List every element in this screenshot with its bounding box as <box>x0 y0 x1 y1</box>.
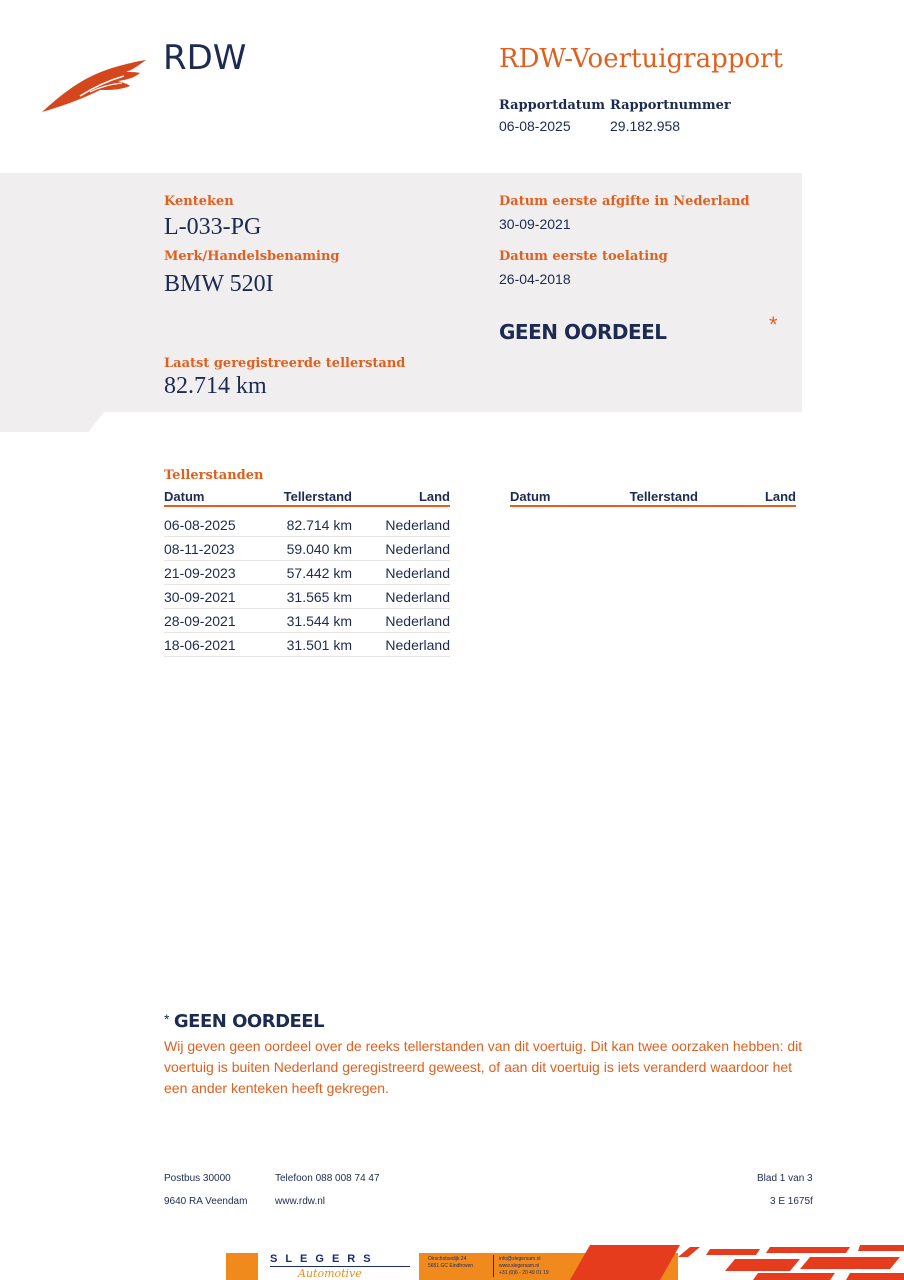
plate-label: Kenteken <box>164 194 234 209</box>
plate-value: L-033-PG <box>164 214 262 240</box>
table-row <box>164 561 450 585</box>
reading-country: Nederland <box>352 609 450 633</box>
reading-country: Nederland <box>352 513 450 537</box>
note-text: Wij geven geen oordeel over de reeks tellerstanden van dit voertuig. Dit kan twee oorzaken hebben: dit voertuig is buiten Nederland geregistreerd geweest, of aan dit voertuig is iets veranderd waardoor het een ander kenteken heeft gekregen. <box>164 1038 803 1096</box>
brand-label: Merk/Handelsbenaming <box>164 249 340 264</box>
banner-divider <box>493 1255 494 1277</box>
report-number-label: Rapportnummer <box>610 98 731 113</box>
reading-date: 08-11-2023 <box>164 537 262 561</box>
verdict: GEEN OORDEEL <box>499 320 667 344</box>
column-header-date: Datum <box>164 488 262 506</box>
banner-orange-block <box>226 1253 258 1280</box>
footer-phone: Telefoon 088 008 74 47 <box>275 1173 380 1184</box>
vehicle-summary-panel-tab <box>0 412 104 432</box>
first-issue-nl-label: Datum eerste afgifte in Nederland <box>499 194 750 209</box>
note-title: GEEN OORDEEL <box>173 1011 325 1032</box>
report-date: 06-08-2025 <box>499 118 571 134</box>
reading-country: Nederland <box>352 633 450 657</box>
reading-date: 18-06-2021 <box>164 633 262 657</box>
table-row <box>164 537 450 561</box>
banner-contact-line1: info@slegersam.nl <box>499 1256 541 1262</box>
footer-page-number: Blad 1 van 3 <box>757 1173 813 1184</box>
table-row <box>164 609 450 633</box>
reading-date: 30-09-2021 <box>164 585 262 609</box>
verdict-marker: * <box>769 312 778 337</box>
first-admission-label: Datum eerste toelating <box>499 249 668 264</box>
first-issue-nl-value: 30-09-2021 <box>499 216 571 232</box>
readings-title: Tellerstanden <box>164 468 264 483</box>
banner-address-line1: Oirschotsedijk 24 <box>428 1256 467 1262</box>
report-title: RDW-Voertuigrapport <box>499 44 783 74</box>
footer-website[interactable]: www.rdw.nl <box>275 1196 326 1207</box>
reading-value: 59.040 km <box>262 537 352 561</box>
report-date-label: Rapportdatum <box>499 98 605 113</box>
banner-brand-name: SLEGERS <box>270 1253 379 1265</box>
reading-value: 57.442 km <box>262 561 352 585</box>
column-header-country: Land <box>352 488 450 506</box>
note-marker: * <box>164 1011 170 1027</box>
reading-value: 31.544 km <box>262 609 352 633</box>
banner-contact-line3: +31 (0)6 - 20 49 01 19 <box>499 1270 549 1276</box>
column-header-date: Datum <box>510 488 608 506</box>
reading-date: 28-09-2021 <box>164 609 262 633</box>
column-header-country: Land <box>698 488 796 506</box>
table-row <box>164 513 450 537</box>
reading-country: Nederland <box>352 561 450 585</box>
reading-value: 82.714 km <box>262 513 352 537</box>
odometer-value: 82.714 km <box>164 373 267 399</box>
column-header-reading: Tellerstand <box>262 488 352 506</box>
column-header-reading: Tellerstand <box>608 488 698 506</box>
readings-table-continued <box>510 488 796 507</box>
rdw-logo-text: RDW <box>163 38 247 78</box>
banner-subbrand: Automotive <box>298 1267 362 1280</box>
brand-value: BMW 520I <box>164 271 274 297</box>
report-number: 29.182.958 <box>610 118 681 134</box>
reading-country: Nederland <box>352 537 450 561</box>
reading-date: 06-08-2025 <box>164 513 262 537</box>
banner-address-line2: 5651 GC Eindhoven <box>428 1263 474 1269</box>
table-row <box>164 585 450 609</box>
first-admission-value: 26-04-2018 <box>499 271 571 287</box>
footer-postcode: 9640 RA Veendam <box>164 1196 248 1207</box>
banner-contact-line2: www.slegersam.nl <box>499 1263 540 1269</box>
reading-country: Nederland <box>352 585 450 609</box>
banner-stripes-graphic <box>560 1245 904 1280</box>
note-heading <box>164 1011 324 1032</box>
rdw-logo-icon <box>40 56 148 114</box>
footer-postbus: Postbus 30000 <box>164 1173 231 1184</box>
banner-brand-panel <box>262 1253 418 1280</box>
reading-value: 31.565 km <box>262 585 352 609</box>
readings-table <box>164 488 450 657</box>
dealer-banner <box>0 1245 904 1280</box>
odometer-label: Laatst geregistreerde tellerstand <box>164 356 406 371</box>
footer-document-code: 3 E 1675f <box>770 1196 813 1207</box>
reading-date: 21-09-2023 <box>164 561 262 585</box>
reading-value: 31.501 km <box>262 633 352 657</box>
table-row <box>164 633 450 657</box>
